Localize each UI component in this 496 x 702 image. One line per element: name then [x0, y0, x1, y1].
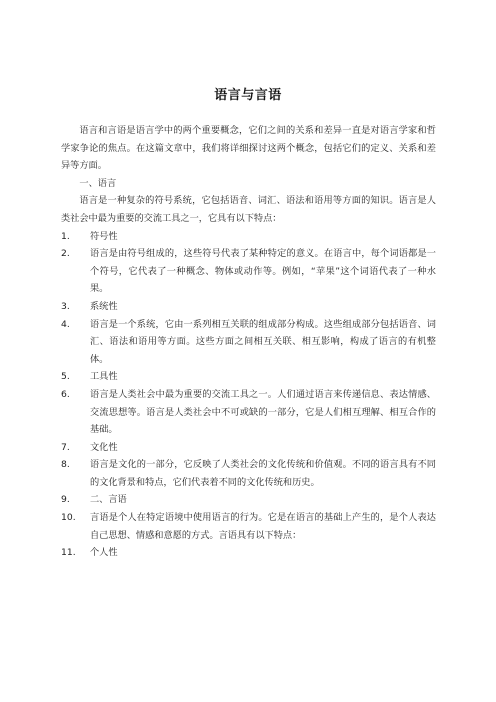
list-text: 文化性: [90, 441, 118, 453]
list-text: 语言是文化的一部分，它反映了人类社会的文化传统和价值观。不同的语言具有不同的文化背景和特点，它们代表着不同的文化传统和历史。: [90, 459, 436, 488]
list-number: 9.: [61, 494, 70, 506]
list-item: [61, 368, 436, 386]
list-item: [61, 439, 436, 457]
document-body: [61, 122, 436, 562]
list-number: 10.: [61, 512, 76, 524]
list-text: 二、言语: [90, 494, 127, 506]
list-text: 系统性: [90, 300, 118, 312]
document-title: 语言与言语: [214, 88, 282, 103]
list-item: [61, 298, 436, 316]
list-text: 言语是个人在特定语境中使用语言的行为。它是在语言的基础上产生的，是个人表达自己思想、情感和意愿的方式。言语具有以下特点：: [90, 512, 436, 541]
intro-paragraph: 语言和言语是语言学中的两个重要概念，它们之间的关系和差异一直是对语言学家和哲学家争论的焦点。在这篇文章中，我们将详细探讨这两个概念，包括它们的定义、关系和差异等方面。: [61, 125, 436, 172]
list-text: 符号性: [90, 230, 118, 242]
list-item: [61, 491, 436, 509]
list-number: 7.: [61, 441, 70, 453]
list-text: 工具性: [90, 371, 118, 383]
list-number: 5.: [61, 371, 70, 383]
numbered-list: [61, 228, 436, 562]
list-item: [61, 386, 436, 439]
list-item: [61, 316, 436, 369]
language-paragraph: 语言是一种复杂的符号系统，它包括语音、词汇、语法和语用等方面的知识。语言是人类社会中最为重要的交流工具之一，它具有以下特点：: [61, 195, 436, 224]
list-number: 8.: [61, 459, 70, 471]
list-number: 4.: [61, 318, 70, 330]
list-text: 语言是由符号组成的，这些符号代表了某种特定的意义。在语言中，每个词语都是一个符号，它代表了一种概念、物体或动作等。例如，“苹果”这个词语代表了一种水果。: [90, 248, 436, 295]
list-number: 11.: [61, 547, 76, 559]
list-item: [61, 456, 436, 491]
list-text: 语言是一个系统，它由一系列相互关联的组成部分构成。这些组成部分包括语音、词汇、语法和语用等方面。这些方面之间相互关联、相互影响，构成了语言的有机整体。: [90, 318, 436, 365]
list-number: 3.: [61, 300, 70, 312]
section-heading-language: 一、语言: [79, 177, 117, 189]
list-item: [61, 228, 436, 246]
list-number: 1.: [61, 230, 70, 242]
list-item: [61, 544, 436, 562]
list-text: 语言是人类社会中最为重要的交流工具之一。人们通过语言来传递信息、表达情感、交流思想等。语言是人类社会中不可或缺的一部分，它是人们相互理解、相互合作的基础。: [90, 388, 436, 436]
list-item: [61, 509, 436, 544]
list-number: 2.: [61, 248, 70, 260]
list-text: 个人性: [90, 547, 118, 559]
list-item: [61, 245, 436, 298]
list-number: 6.: [61, 388, 70, 400]
